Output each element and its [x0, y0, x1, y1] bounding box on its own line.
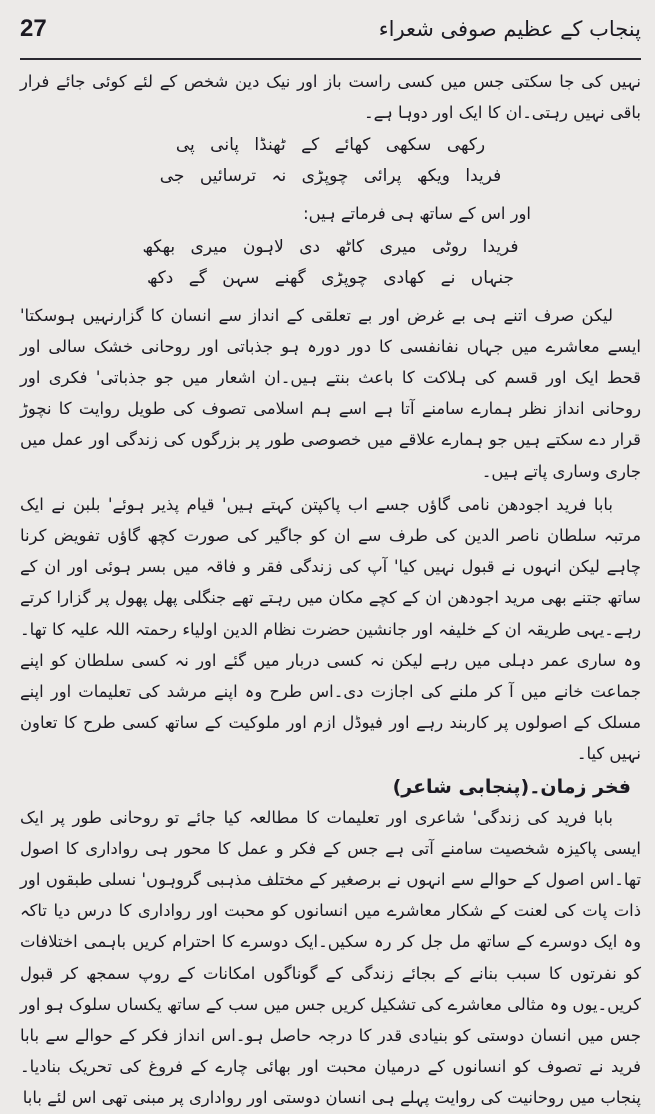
verse-couplet-1: [20, 130, 641, 192]
verse-couplet-2: [20, 232, 641, 294]
paragraph-1: نہیں کی جا سکتی جس میں کسی راست باز اور نیک دین شخص کے لئے کوئی جائے فرار باقی نہیں رہتی۔ان کا ایک اور دوہا ہے۔: [20, 72, 641, 123]
header-title: پنجاب کے عظیم صوفی شعراء: [378, 17, 641, 41]
paragraph-4: بابا فرید اجودھن نامی گاؤں جسے اب پاکپتن کہتے ہیں' قیام پذیر ہوئے' بلبن نے ایک مرتبہ سلطان ناصر الدین کی طرف سے ان کو جاگیر کی صورت کچھ گاؤں تفویض کرنا چاہے لیکن انہوں نے قبول نہیں کیا' آپ کی زندگی فقر و فاقہ میں بسر ہوئی اور ان کے ساتھ جتنے بھی مرید اجودھن ان کے کچے مکان میں رہتے تھے جنگلی پھل پھول پر گزارا کرتے رہے۔یہی طریقہ ان کے خلیفہ اور جانشین حضرت نظام الدین اولیاء رحمتہ اللہ علیہ کا تھا۔وہ ساری عمر دہلی میں رہے لیکن نہ کسی دربار میں گئے اور نہ کسی سلطان کو اپنے جماعت خانے میں آ کر ملنے کی اجازت دی۔اس طرح وہ اپنے مرشد کی تعلیمات اور اپنے مسلک کے اصولوں پر کاربند رہے اور فیوڈل ازم اور ملوکیت کے ساتھ کسی طرح کا تعاون نہیں کیا۔: [20, 494, 641, 764]
section-heading: فخر زمان۔(پنجابی شاعر): [392, 775, 631, 798]
running-header: [20, 0, 641, 60]
verse-line: فریدا ویکھ پرائی چوپڑی نہ ترسائیں جی: [159, 166, 502, 187]
paragraph-3: لیکن صرف اتنے ہی بے غرض اور بے تعلقی کے انداز سے انسان کا گزارنہیں ہوسکتا' ایسے معاشرے میں جہاں نفانفسی کا دور دورہ ہو جذباتی اور روحانی خشک سالی اور قحط ایک اور قسم کی ہلاکت کا باعث بنتے ہیں۔ان اشعار میں جو جذباتی' فکری اور روحانی انداز نظر ہمارے سامنے آتا ہے اسے ہم اسلامی تصوف کی طویل روایت کا نچوڑ قرار دے سکتے ہیں جو ہمارے علاقے میں خصوصی طور پر بزرگوں کی زندگی اور عمل میں جاری وساری پاتے ہیں۔: [20, 305, 641, 481]
paragraph-5: بابا فرید کی زندگی' شاعری اور تعلیمات کا مطالعہ کیا جائے تو روحانی طور پر ایک ایسی پاکیزہ شخصیت سامنے آتی ہے جس کے فکر و عمل کا محور ہی رواداری کا اصول تھا۔اس اصول کے حوالے سے انہوں نے برصغیر کے مختلف مذہبی گروہوں' نسلی طبقوں اور ذات پات کی لعنت کے شکار معاشرے میں انسانوں کو محبت اور رواداری کا درس دیا تاکہ وہ ایک دوسرے کے ساتھ مل جل کر رہ سکیں۔ایک دوسرے کا احترام کریں باہمی اختلافات کو نفرتوں کا سبب بنانے کے بجائے زندگی کے گوناگوں امکانات کے روپ سمجھ کر قبول کریں۔یوں وہ مثالی معاشرے کی تشکیل کریں جس میں سب کے ساتھ یکساں سلوک ہو اور جس میں انسان دوستی کو بنیادی قدر کا درجہ حاصل ہو۔اس انداز فکر کے حوالے سے بابا فرید نے تصوف کو انسانوں کے درمیان محبت اور بھائی چارے کے فروغ کی تحریک بنادیا۔پنجاب میں روحانیت کی روایت پہلے ہی انسان دوستی اور رواداری پر مبنی تھی اس لئے بابا: [20, 807, 641, 1108]
page-number: 27: [20, 15, 47, 42]
paragraph-2: اور اس کے ساتھ ہی فرماتے ہیں:: [303, 204, 531, 224]
verse-line: جنہاں نے کھادی چوپڑی گھنے سہن گے دکھ: [146, 267, 515, 288]
verse-line: رکھی سکھی کھائے کے ٹھنڈا پانی پی: [175, 135, 486, 156]
verse-line: فریدا روٹی میری کاٹھ دی لاہون میری بھکھ: [142, 236, 519, 257]
